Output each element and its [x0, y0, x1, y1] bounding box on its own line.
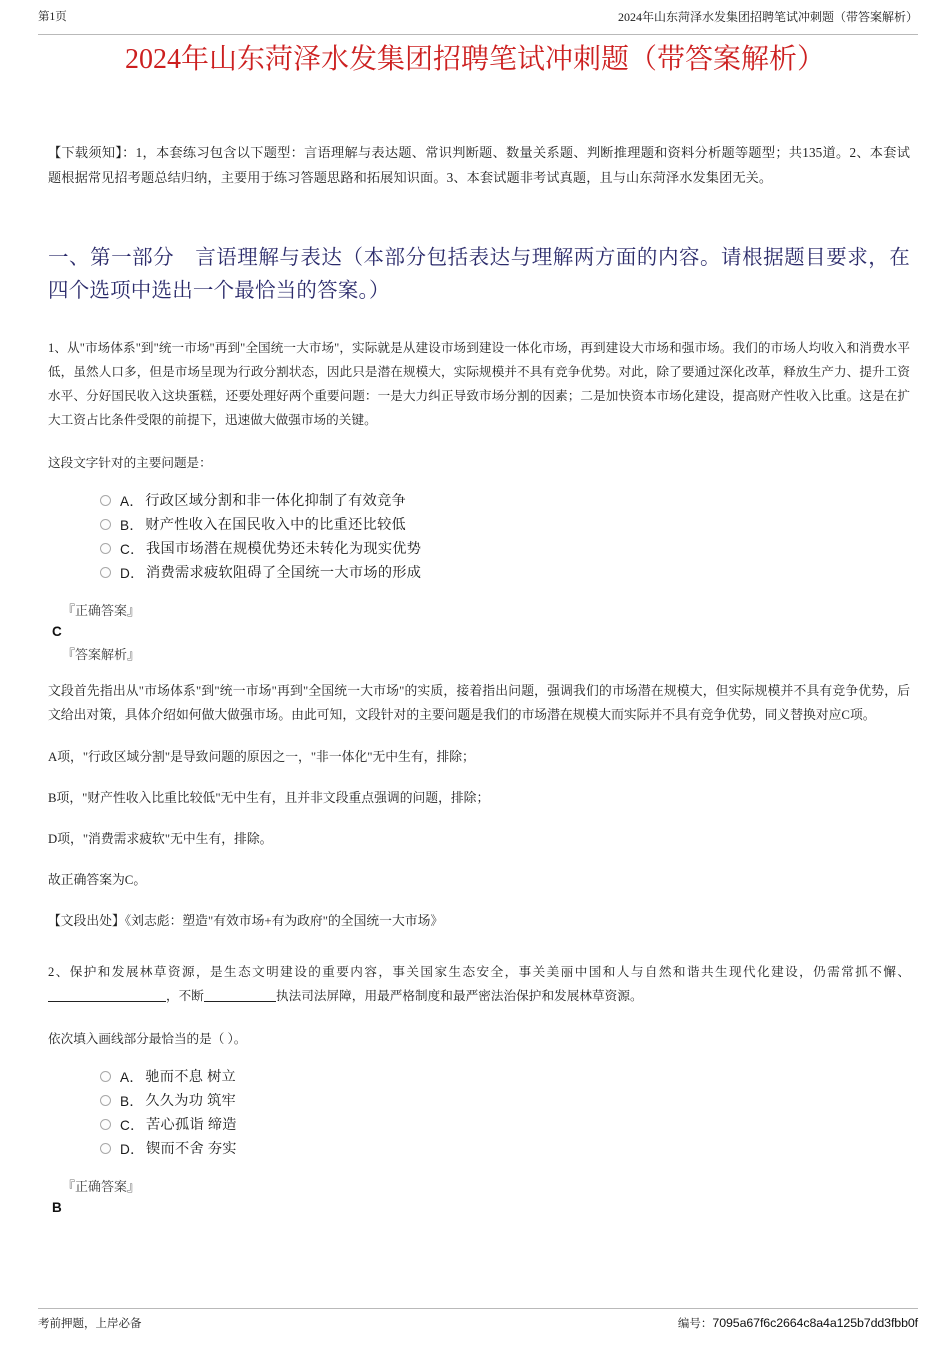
- option-text: 我国市场潜在规模优势还未转化为现实优势: [146, 541, 422, 557]
- option-row[interactable]: [100, 1136, 910, 1160]
- option-row[interactable]: [100, 560, 910, 584]
- option-text: 财产性收入在国民收入中的比重还比较低: [145, 517, 407, 533]
- question-2-blank-1: [48, 1001, 166, 1002]
- question-2-prompt: 依次填入画线部分最恰当的是（ ）。: [48, 1032, 247, 1046]
- question-1-source: 【文段出处】《刘志彪：塑造"有效市场+有为政府"的全国统一大市场》: [48, 914, 444, 928]
- option-row[interactable]: [100, 1088, 910, 1112]
- question-1-analysis-item: B项，"财产性收入比重比较低"无中生有，且并非文段重点强调的问题，排除；: [48, 791, 490, 805]
- option-letter: D．: [120, 566, 145, 581]
- radio-icon[interactable]: [100, 543, 111, 554]
- question-1-analysis-conclusion: 故正确答案为C。: [48, 873, 147, 887]
- question-1-options: [48, 488, 910, 584]
- page-footer: [38, 1308, 918, 1331]
- option-text: 锲而不舍 夯实: [146, 1141, 237, 1157]
- radio-icon[interactable]: [100, 495, 111, 506]
- question-1-analysis-item: D项，"消费需求疲软"无中生有，排除。: [48, 832, 273, 846]
- radio-icon[interactable]: [100, 1119, 111, 1130]
- question-2-stem-part1: 2、保护和发展林草资源，是生态文明建设的重要内容，事关国家生态安全，事关美丽中国和人与自然和谐共生现代化建设，仍需常抓不懈、: [48, 965, 910, 979]
- question-1-analysis-item: A项，"行政区域分割"是导致问题的原因之一，"非一体化"无中生有，排除；: [48, 750, 475, 764]
- option-letter: C．: [120, 542, 145, 557]
- page-number-label: 第1页: [38, 11, 67, 23]
- document-body: [48, 140, 910, 1218]
- question-2-stem-part3: 执法司法屏障，用最严格制度和最严密法治保护和发展林草资源。: [275, 989, 643, 1003]
- option-text: 消费需求疲软阻碍了全国统一大市场的形成: [146, 565, 422, 581]
- question-2-correct-answer-value: B: [52, 1200, 62, 1215]
- page-header: [38, 8, 918, 35]
- section-heading: 一、第一部分 言语理解与表达（本部分包括表达与理解两方面的内容。请根据题目要求，在四个选项中选出一个最恰当的答案。）: [48, 247, 910, 302]
- question-2-stem-part2: ，不断: [166, 989, 204, 1003]
- question-1-correct-answer-label: 『正确答案』: [62, 603, 141, 618]
- option-text: 行政区域分割和非一体化抑制了有效竞争: [145, 493, 407, 509]
- radio-icon[interactable]: [100, 567, 111, 578]
- option-letter: A．: [120, 494, 144, 509]
- option-row[interactable]: [100, 488, 910, 512]
- option-letter: B．: [120, 1094, 144, 1109]
- footer-id-label: 编号：: [677, 1318, 713, 1330]
- option-text: 驰而不息 树立: [145, 1069, 237, 1085]
- question-2-options: [48, 1064, 910, 1160]
- footer-id: [678, 1315, 918, 1331]
- option-letter: C．: [120, 1118, 145, 1133]
- option-row[interactable]: [100, 1064, 910, 1088]
- footer-slogan: 考前押题，上岸必备: [38, 1318, 142, 1330]
- radio-icon[interactable]: [100, 1071, 111, 1082]
- option-letter: D．: [120, 1142, 145, 1157]
- footer-id-value: 7095a67f6c2664c8a4a125b7dd3fbb0f: [712, 1316, 918, 1330]
- question-1-analysis-main: 文段首先指出从"市场体系"到"统一市场"再到"全国统一大市场"的实质，接着指出问题，强调我们的市场潜在规模大，但实际规模并不具有竞争优势，后文给出对策，具体介绍如何做大做强市场。由此可知，文段针对的主要问题是我们的市场潜在规模大而实际并不具有竞争优势，同义替换对应C项。: [48, 684, 910, 722]
- question-1-stem: 1、从"市场体系"到"统一市场"再到"全国统一大市场"，实际就是从建设市场到建设一体化市场，再到建设大市场和强市场。我们的市场人均收入和消费水平低，虽然人口多，但是市场呈现为行政分割状态，因此只是潜在规模大，实际规模并不具有竞争优势。对此，除了要通过深化改革，释放生产力、提升工资水平、分好国民收入这块蛋糕，还要处理好两个重要问题：一是大力纠正导致市场分割的因素；二是加快资本市场化建设，提高财产性收入比重。这是在扩大工资占比条件受限的前提下，迅速做大做强市场的关键。: [48, 341, 910, 427]
- option-text: 久久为功 筑牢: [145, 1093, 237, 1109]
- question-2-stem: [48, 960, 910, 1008]
- running-title: 2024年山东菏泽水发集团招聘笔试冲刺题（带答案解析）: [617, 10, 918, 24]
- option-row[interactable]: [100, 512, 910, 536]
- question-2-blank-2: [204, 1001, 276, 1002]
- radio-icon[interactable]: [100, 519, 111, 530]
- option-letter: B．: [120, 518, 144, 533]
- document-title: 2024年山东菏泽水发集团招聘笔试冲刺题（带答案解析）: [124, 44, 825, 75]
- question-1-correct-answer-value: C: [52, 624, 62, 639]
- option-letter: A．: [120, 1070, 144, 1085]
- question-1-prompt: 这段文字针对的主要问题是：: [48, 456, 212, 470]
- option-row[interactable]: [100, 536, 910, 560]
- radio-icon[interactable]: [100, 1095, 111, 1106]
- download-notice: 【下载须知】：1，本套练习包含以下题型：言语理解与表达题、常识判断题、数量关系题、判断推理题和资料分析题等题型；共135道。2、本套试题根据常见招考题总结归纳，主要用于练习答题思路和拓展知识面。3、本套试题非考试真题，且与山东菏泽水发集团无关。: [48, 145, 910, 185]
- radio-icon[interactable]: [100, 1143, 111, 1154]
- question-2-correct-answer-label: 『正确答案』: [62, 1179, 141, 1194]
- option-text: 苦心孤诣 缔造: [146, 1117, 237, 1133]
- option-row[interactable]: [100, 1112, 910, 1136]
- question-1-analysis-label: 『答案解析』: [62, 647, 141, 662]
